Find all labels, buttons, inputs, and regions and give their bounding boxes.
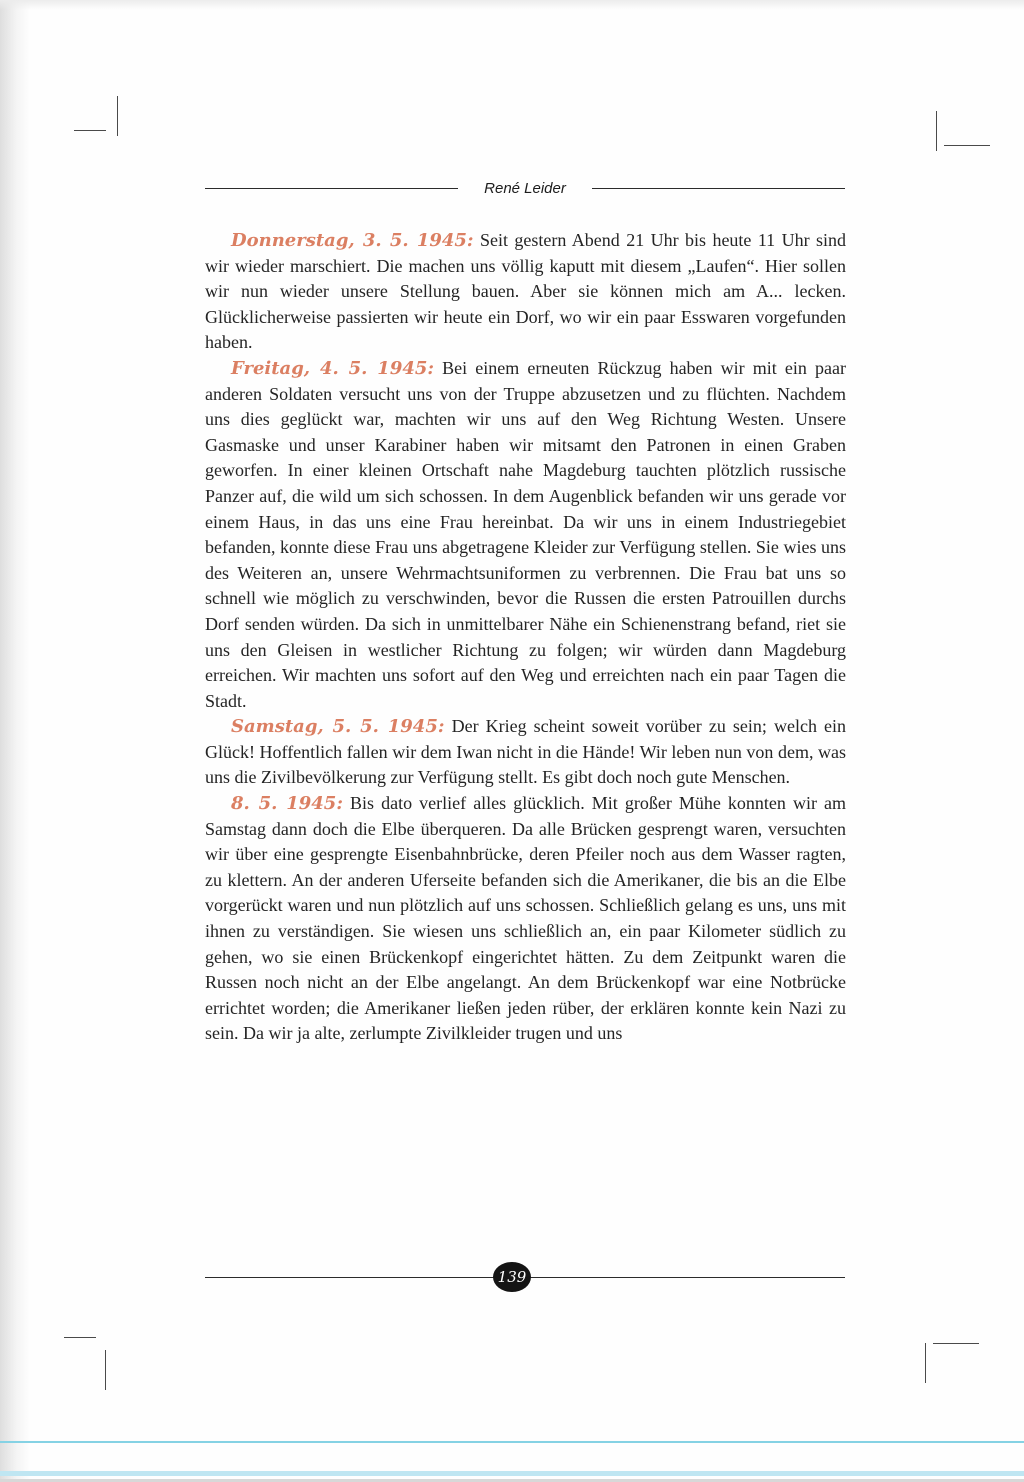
crop-mark-top-left-vertical [117,96,118,136]
entry-date-3: Samstag, 5. 5. 1945: [231,716,445,738]
entry-date-4: 8. 5. 1945: [231,793,343,815]
entry-date-2: Freitag, 4. 5. 1945: [231,357,435,379]
entry-text-4: Bis dato verlief alles glücklich. Mit großer Mühe konnten wir am Samstag dann doch die Elbe überqueren. Da alle Brücken gesprengt waren, versuchten wir über eine gesprengte Eisenbahnbrücke, deren Pfeiler noch aus dem Wasser ragten, zu klettern. An der anderen Uferseite befanden sich die Amerikaner, die bis an die Elbe vorgerückt waren und nun plötzlich auf uns schossen. Schließlich gelang es uns, uns mit ihnen zu verständigen. Sie wiesen uns schließlich an, ein paar Kilometer südlich zu gehen, wo sie einen Brückenkopf eingerichtet hätten. Zu dem Zeitpunkt waren die Russen noch nicht an der Elbe angelangt. An dem Brückenkopf war eine Notbrücke errichtet worden; die Amerikaner ließen jeden rüber, der erklären konnte kein Nazi zu sein. Da wir ja alte, zerlumpte Zivilkleider trugen und uns [205,793,847,1044]
crop-mark-bottom-right-vertical [925,1343,926,1383]
crop-mark-bottom-left-vertical [105,1350,106,1390]
crop-mark-top-left-horizontal [74,130,106,131]
page-number-badge [493,1262,531,1292]
diary-entry-1 [205,228,846,356]
diary-entry-4 [205,791,846,1047]
running-head-title: René Leider [484,180,566,197]
diary-entry-3 [205,714,846,791]
crop-mark-bottom-right-horizontal [933,1343,979,1344]
scan-edge-shadow-left [0,0,30,1482]
entry-date-1: Donnerstag, 3. 5. 1945: [231,230,474,251]
running-head [205,180,845,197]
scan-artifact-line-blue [0,1471,1024,1476]
crop-mark-top-right-vertical [936,111,937,151]
scan-artifact-line-teal [0,1441,1024,1443]
header-rule-left [205,188,458,189]
scan-edge-shadow-top [0,0,1024,10]
page-number: 139 [497,1268,527,1286]
entry-text-1: Seit gestern Abend 21 Uhr bis heute 11 Uhr sind wir wieder marschiert. Die machen uns völlig kaputt mit diesem „Laufen“. Hier sollen wir nun wieder unsere Stellung bauen. Aber sie können mich am A... lecken. Glücklicherweise passierten wir heute ein Dorf, wo wir ein paar Esswaren vorgefunden haben. [205,230,847,353]
entry-text-3: Der Krieg scheint soweit vorüber zu sein; welch ein Glück! Hoffentlich fallen wir dem Iwan nicht in die Hände! Wir leben nun von dem, was uns die Zivilbevölkerung zur Verfügung stellt. Es gibt doch noch gute Menschen. [205,716,846,788]
diary-text-block [205,228,846,1047]
entry-text-2: Bei einem erneuten Rückzug haben wir mit ein paar anderen Soldaten versucht uns von der Truppe abzusetzen und zu flüchten. Nachdem uns dies geglückt war, machten wir uns auf den Weg Richtung Westen. Unsere Gasmaske und unser Karabiner haben wir mitsamt den Patronen in einen Graben geworfen. In einer kleinen Ortschaft nahe Magdeburg tauchten plötzlich russische Panzer auf, die wild um sich schossen. In dem Augenblick befanden wir uns gerade vor einem Haus, in das uns eine Frau hereinbat. Da wir uns in einem Industriegebiet befanden, konnte diese Frau uns abgetragene Kleider zur Verfügung stellen. Sie wies uns des Weiteren an, unsere Wehrmachtsuniformen zu verbrennen. Die Frau bat uns so schnell wie möglich zu verschwinden, bevor die Russen die ersten Patrouillen durchs Dorf senden würden. Da sich in unmittelbarer Nähe ein Schienenstrang befand, riet sie uns den Gleisen in westlicher Richtung zu folgen; wir würden dann Magdeburg erreichen. Wir machten uns sofort auf den Weg und erreichten nach ein paar Tagen die Stadt. [205,357,846,711]
crop-mark-bottom-left-horizontal [64,1337,96,1338]
header-rule-right [592,188,845,189]
crop-mark-top-right-horizontal [944,145,990,146]
diary-entry-2 [205,356,846,714]
